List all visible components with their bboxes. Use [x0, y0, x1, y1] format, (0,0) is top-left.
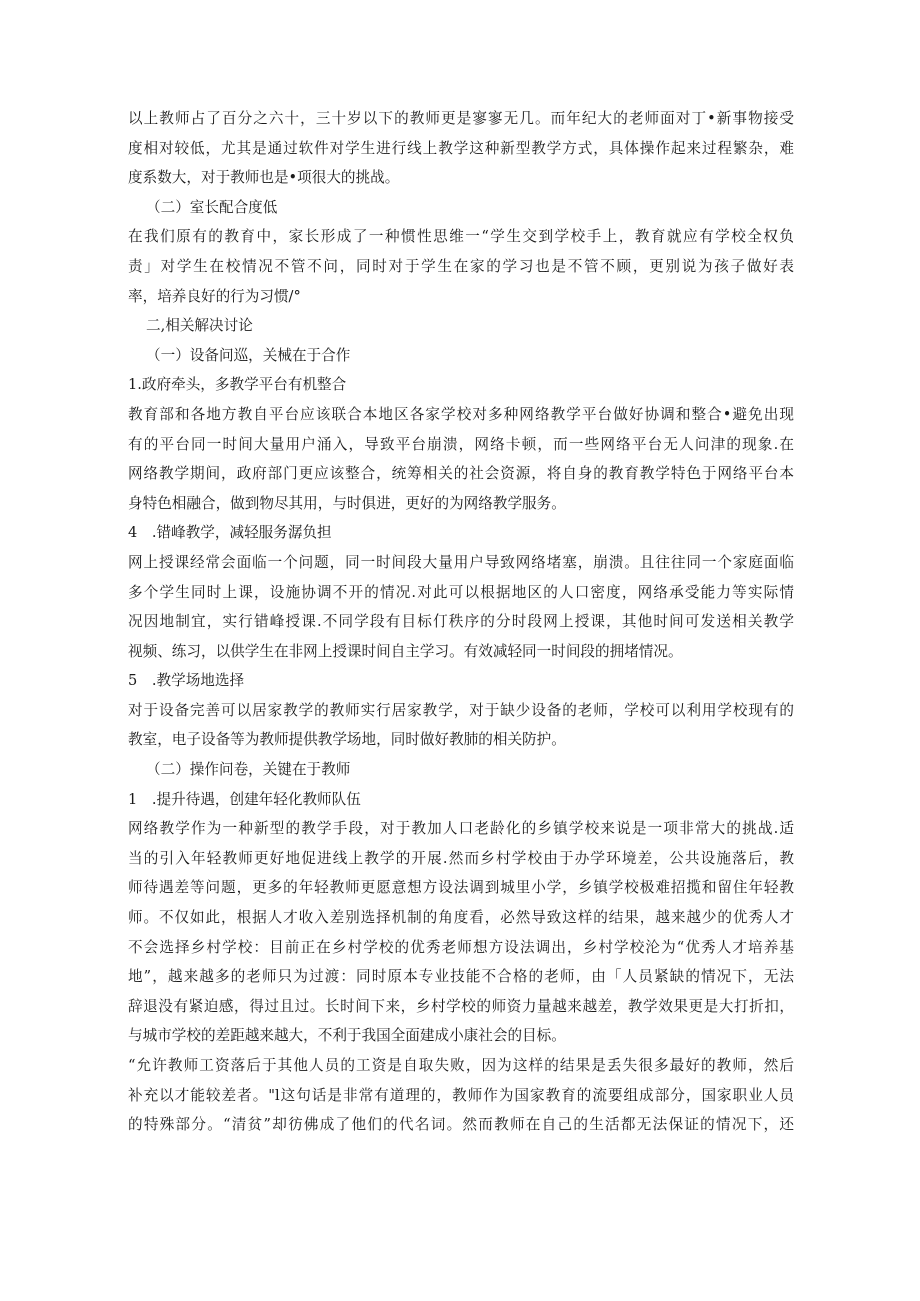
text-line: （二）操作问卷，关键在于教师: [146, 761, 351, 779]
paragraph: [128, 222, 794, 311]
text-line: 教育部和各地方教自平台应该联合本地区各家学校对多种网络教学平台做好协调和整合•避免出现: [128, 405, 794, 423]
text-line: 师待遇差等问题，更多的年轻教师更愿意想方设法调到城里小学，乡镇学校极难招揽和留住年轻教: [128, 879, 794, 897]
text-line: 补充以才能较差者。"l这句话是非常有道理的，教师作为国家教育的流要组成部分，国家职业人员: [128, 1086, 794, 1104]
section-heading: [128, 666, 794, 696]
text-line: （一）设备问巡，关械在于合作: [146, 346, 351, 364]
section-heading: [128, 755, 794, 785]
paragraph: [128, 104, 794, 193]
text-line: 多个学生同时上课，设施协调不开的情况.对此可以根据地区的人口密度，网络承受能力等实际情: [128, 583, 794, 601]
section-heading: [128, 518, 794, 548]
text-line: 地”，越来越多的老师只为过渡：同时原本专业技能不合格的老师，由「人员紧缺的情况下，无法: [128, 968, 794, 986]
text-line: 网上授课经常会面临一个问题，同一时间段大量用户导致网络堵塞，崩溃。且往往同一个家庭面临: [128, 553, 794, 571]
text-line: 率，培养良好的行为习惯/°: [128, 287, 301, 305]
section-heading: [128, 311, 794, 341]
text-line: 况因地制宜，实行错峰授课.不同学段有目标仃秩序的分时段网上授课，其他时间可发送相关教学: [128, 613, 794, 631]
document-page: [128, 104, 794, 1140]
section-heading: [128, 785, 794, 815]
text-line: 度相对较低，尤其是通过软件对学生进行线上教学这种新型教学方式，具体操作起来过程繁杂，难: [128, 139, 794, 157]
text-line: 以上教师占了百分之六十，三十岁以下的教师更是寥寥无几。而年纪大的老师面对丁•新事物接受: [128, 110, 794, 127]
section-heading: [128, 341, 794, 371]
paragraph: [128, 814, 794, 1051]
text-line: 视频、练习，以供学生在非网上授课时间自主学习。有效减轻同一时间段的拥堵情况。: [128, 642, 683, 660]
text-line: 责」对学生在校情况不管不问，同时对于学生在家的学习也是不管不顾，更别说为孩子做好表: [128, 257, 794, 275]
text-line: 二,相关解决讨论: [146, 317, 253, 335]
text-line: 的特殊部分。“清贫”却彷佛成了他们的代名词。然而教师在自己的生活都无法保证的情况下，还: [128, 1116, 794, 1134]
text-line: 网络教学期间，政府部门更应该整合，统筹相关的社会资源，将自身的教育教学特色于网络平台本: [128, 465, 794, 483]
text-line: 不会选择乡村学校：目前正在乡村学校的优秀老师想方设法调出，乡村学校沦为“优秀人才培养基: [128, 938, 794, 956]
text-line: 在我们原有的教育中，家长形成了一种惯性思维一“学生交到学校手上，教育就应有学校全权负: [128, 228, 794, 246]
text-line: 辞退没有紧迫感，得过且过。长时间下来，乡村学校的师资力量越来越差，教学效果更是大打折扣，: [128, 997, 794, 1015]
text-line: 4 .错峰教学，减轻服务潺负担: [128, 524, 332, 542]
paragraph: [128, 1051, 794, 1140]
text-line: 与城市学校的差距越来越大，不利于我国全面建成小康社会的目标。: [128, 1027, 566, 1045]
text-line: 当的引入年轻教师更好地促进线上教学的开展.然而乡村学校由于办学环境差，公共设施落后，教: [128, 849, 794, 867]
text-line: 5 .教学场地选择: [128, 672, 245, 690]
text-line: “允许教师工资落后于其他人员的工资是自取失败，因为这样的结果是丢失很多最好的教师，然后: [128, 1057, 794, 1074]
text-line: 度系数大，对于教师也是•项很大的挑战。: [128, 169, 400, 187]
text-line: 网络教学作为一种新型的教学手段，对于教加人口老龄化的乡镇学校来说是一项非常大的挑战.适: [128, 820, 794, 838]
text-line: 1.政府牵头，多教学平台有机整合: [128, 376, 347, 394]
text-line: 1 .提升待遇，创建年轻化教师队伍: [128, 790, 361, 808]
text-line: 师。不仅如此，根据人才收入差别选择机制的角度看，必然导致这样的结果，越来越少的优秀人才: [128, 909, 794, 927]
paragraph: [128, 400, 794, 518]
text-line: （二）室长配合度低: [146, 198, 278, 216]
paragraph: [128, 548, 794, 666]
text-line: 有的平台同一时间大量用户涌入，导致平台崩溃，网络卡顿，而一些网络平台无人问津的现象.在: [128, 435, 794, 453]
section-heading: [128, 370, 794, 400]
text-line: 身特色相融合，做到物尽其用，与时俱进，更好的为网络教学服务。: [128, 494, 566, 512]
text-line: 对于设备完善可以居家教学的教师实行居家教学，对于缺少设备的老师，学校可以利用学校现有的: [128, 701, 794, 719]
section-heading: [128, 193, 794, 223]
text-line: 教室，电子设备等为教师提供教学场地，同时做好教肺的相关防护。: [128, 731, 566, 749]
paragraph: [128, 696, 794, 755]
